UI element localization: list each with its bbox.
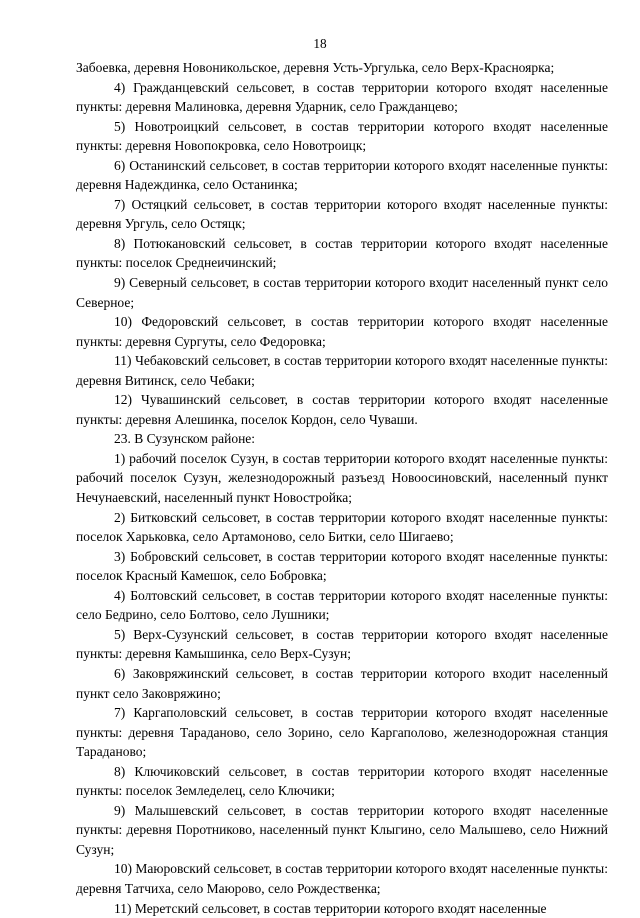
list-item: 8) Ключиковский сельсовет, в состав территории которого входят населенные пункты: поселок Земледелец, село Ключики; (76, 763, 608, 799)
list-item: 3) Бобровский сельсовет, в состав территории которого входят населенные пункты: поселок Красный Камешок, село Бобровка; (76, 548, 608, 584)
list-item: 11) Меретский сельсовет, в состав территории которого входят населенные (114, 900, 547, 916)
list-item: 5) Новотроицкий сельсовет, в состав территории которого входят населенные пункты: деревня Новопокровка, село Новотроицк; (76, 118, 608, 154)
list-item: 6) Заковряжинский сельсовет, в состав территории которого входит населенный пункт село Заковряжино; (76, 665, 608, 701)
page-number: 18 (313, 36, 327, 51)
list-item: 9) Северный сельсовет, в состав территории которого входит населенный пункт село Северное; (76, 275, 608, 310)
list-item: 7) Каргаполовский сельсовет, в состав территории которого входят населенные пункты: деревня Тараданово, село Зорино, село Каргаполово, железнодорожная станция Тараданово; (76, 705, 608, 760)
list-item: 4) Гражданцевский сельсовет, в состав территории которого входят населенные пункты: деревня Малиновка, деревня Ударник, село Гражданцево; (76, 79, 608, 115)
document-body (76, 58, 608, 918)
list-item: 8) Потюкановский сельсовет, в состав территории которого входят населенные пункты: поселок Среднеичинский; (76, 235, 608, 271)
list-item: 7) Остяцкий сельсовет, в состав территории которого входят населенные пункты: деревня Ургуль, село Остяцк; (76, 196, 608, 232)
list-item: 6) Останинский сельсовет, в состав территории которого входят населенные пункты: деревня Надеждинка, село Останинка; (76, 157, 608, 193)
list-item: 9) Малышевский сельсовет, в состав территории которого входят населенные пункты: деревня Поротниково, населенный пункт Клыгино, село Малышево, село Нижний Сузун; (76, 802, 608, 857)
list-item: 11) Чебаковский сельсовет, в состав территории которого входят населенные пункты: деревня Витинск, село Чебаки; (76, 353, 608, 388)
paragraph-continuation: Забоевка, деревня Новоникольское, деревня Усть-Ургулька, село Верх-Красноярка; (76, 60, 555, 75)
list-item: 2) Битковский сельсовет, в состав территории которого входят населенные пункты: поселок Харьковка, село Артамоново, село Битки, село Шигаево; (76, 509, 608, 545)
section-heading: 23. В Сузунском районе: (114, 431, 256, 447)
list-item: 1) рабочий поселок Сузун, в состав территории которого входят населенные пункты: рабочий поселок Сузун, железнодорожный разъезд Новоосиновский, населенный пункт Нечунаевский, населенный пункт Новостройка; (76, 450, 608, 506)
list-item: 5) Верх-Сузунский сельсовет, в состав территории которого входят населенные пункты: деревня Камышинка, село Верх-Сузун; (76, 626, 608, 662)
list-item: 4) Болтовский сельсовет, в состав территории которого входят населенные пункты: село Бедрино, село Болтово, село Лушники; (76, 587, 608, 623)
list-item: 10) Маюровский сельсовет, в состав территории которого входят населенные пункты: деревня Татчиха, село Маюрово, село Рождественка; (76, 861, 608, 896)
list-item: 10) Федоровский сельсовет, в состав территории которого входят населенные пункты: деревня Сургуты, село Федоровка; (76, 314, 608, 349)
list-item: 12) Чувашинский сельсовет, в состав территории которого входят населенные пункты: деревня Алешинка, поселок Кордон, село Чуваши. (76, 392, 608, 427)
